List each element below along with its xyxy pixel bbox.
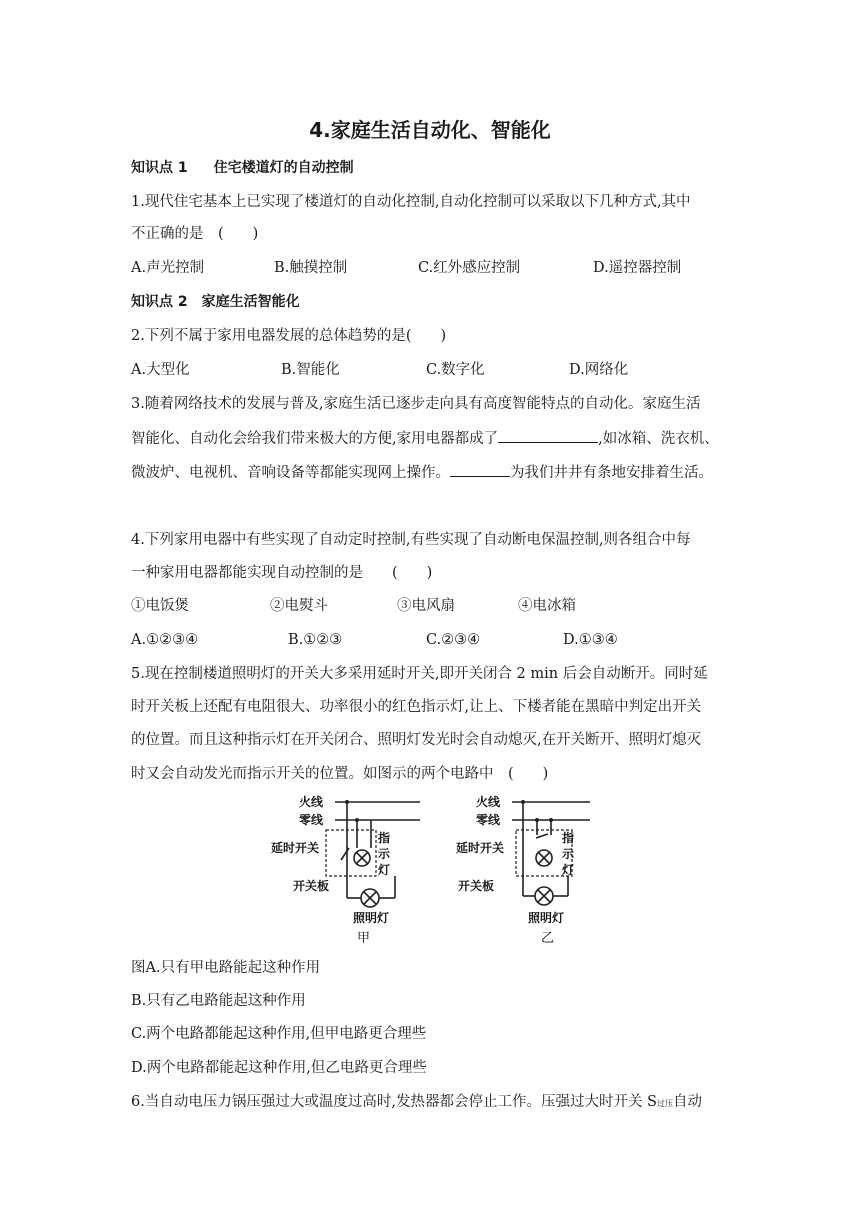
- question-2-option-b: B.智能化: [281, 362, 340, 378]
- question-6-text: 6.当自动电压力锅压强过大或温度过高时,发热器都会停止工作。压强过大时开关 S: [131, 1094, 657, 1110]
- indicator-label-1: 指: [378, 831, 391, 845]
- answer-blank-2[interactable]: [450, 462, 510, 477]
- question-1-option-b: B.触摸控制: [274, 260, 348, 276]
- section-name: 住宅楼道灯的自动控制: [213, 160, 354, 176]
- question-4-option-b: B.①②③: [288, 632, 343, 648]
- question-4-option-c: C.②③④: [426, 632, 481, 648]
- switch-board-label: 开关板: [293, 879, 330, 893]
- question-3-text: 智能化、自动化会给我们带来极大的方便,家用电器都成了: [131, 431, 499, 447]
- section-name: 家庭生活智能化: [201, 294, 300, 310]
- question-3-line-1: 3.随着网络技术的发展与普及,家庭生活已逐步走向具有高度智能特点的自动化。家庭生活: [131, 396, 701, 412]
- question-3-text: 微波炉、电视机、音响设备等都能实现网上操作。: [131, 465, 450, 481]
- question-1-option-d: D.遥控器控制: [593, 260, 682, 276]
- question-3-text: ,如冰箱、洗衣机、: [598, 431, 719, 447]
- question-5-option-c: C.两个电路都能起这种作用,但甲电路更合理些: [131, 1026, 427, 1042]
- answer-blank-1[interactable]: [498, 428, 598, 443]
- question-5-line-2: 时开关板上还配有电阻很大、功率很小的红色指示灯,让上、下楼者能在黑暗中判定出开关: [131, 699, 702, 715]
- section-label: 知识点 1: [131, 160, 188, 176]
- question-2-text: 2.下列不属于家用电器发展的总体趋势的是( ): [131, 328, 447, 344]
- question-6-text: 自动: [672, 1094, 702, 1110]
- indicator-label-2: 示: [378, 847, 391, 861]
- page-title: 4.家庭生活自动化、智能化: [309, 118, 551, 142]
- neutral-wire-label: 零线: [476, 813, 501, 827]
- indicator-label-3: 灯: [378, 863, 391, 877]
- question-1-line-1: 1.现代住宅基本上已实现了楼道灯的自动化控制,自动化控制可以采取以下几种方式,其中: [131, 194, 691, 210]
- fire-wire-label: 火线: [476, 795, 501, 809]
- question-6-line-1: [131, 1092, 702, 1114]
- question-1-line-2: 不正确的是 ( ): [131, 226, 259, 242]
- caption-left: 甲: [357, 931, 371, 946]
- question-4-line-2: 一种家用电器都能实现自动控制的是 ( ): [131, 565, 433, 581]
- section-label: 知识点 2: [131, 294, 188, 310]
- switch-subscript: 过压: [656, 1099, 673, 1108]
- fire-wire-label: 火线: [299, 795, 324, 809]
- question-2-option-a: A.大型化: [131, 362, 190, 378]
- switch-board-label: 开关板: [458, 879, 495, 893]
- indicator-label-1: 指: [562, 831, 575, 845]
- question-4-item-3: ③电风扇: [397, 598, 455, 614]
- question-3-line-3: [131, 462, 713, 483]
- question-5-line-1: 5.现在控制楼道照明灯的开关大多采用延时开关,即开关闭合 2 min 后会自动断开。同时延: [131, 666, 708, 682]
- indicator-label-3: 灯: [562, 863, 575, 877]
- question-1-option-a: A.声光控制: [131, 260, 205, 276]
- circuit-diagram: [0, 790, 860, 950]
- question-4-item-1: ①电饭煲: [131, 598, 189, 614]
- question-4-line-1: 4.下列家用电器中有些实现了自动定时控制,有些实现了自动断电保温控制,则各组合中每: [131, 532, 691, 548]
- question-2-option-d: D.网络化: [569, 362, 629, 378]
- neutral-wire-label: 零线: [299, 813, 324, 827]
- caption-right: 乙: [541, 931, 555, 946]
- question-2-option-c: C.数字化: [426, 362, 485, 378]
- delay-switch-label: 延时开关: [456, 841, 505, 855]
- question-4-item-4: ④电冰箱: [518, 598, 576, 614]
- question-5-option-b: B.只有乙电路能起这种作用: [131, 993, 306, 1009]
- lighting-lamp-label: 照明灯: [528, 911, 565, 925]
- question-1-option-c: C.红外感应控制: [418, 260, 521, 276]
- question-5-option-d: D.两个电路都能起这种作用,但乙电路更合理些: [131, 1060, 427, 1076]
- indicator-label-2: 示: [562, 847, 575, 861]
- section-heading-1: [131, 158, 354, 178]
- question-4-item-2: ②电熨斗: [270, 598, 328, 614]
- question-5-line-3: 的位置。而且这种指示灯在开关闭合、照明灯发光时会自动熄灭,在开关断开、照明灯熄灭: [131, 732, 702, 748]
- question-5-option-a: 图A.只有甲电路能起这种作用: [131, 960, 321, 976]
- lighting-lamp-label: 照明灯: [353, 911, 390, 925]
- delay-switch-label: 延时开关: [271, 841, 320, 855]
- question-4-option-a: A.①②③④: [131, 632, 199, 648]
- question-4-option-d: D.①③④: [563, 632, 618, 648]
- question-3-text: 为我们井井有条地安排着生活。: [510, 465, 713, 481]
- question-3-line-2: [131, 428, 719, 449]
- section-heading-2: [131, 292, 300, 312]
- question-5-line-4: 时又会自动发光而指示开关的位置。如图示的两个电路中 ( ): [131, 766, 549, 782]
